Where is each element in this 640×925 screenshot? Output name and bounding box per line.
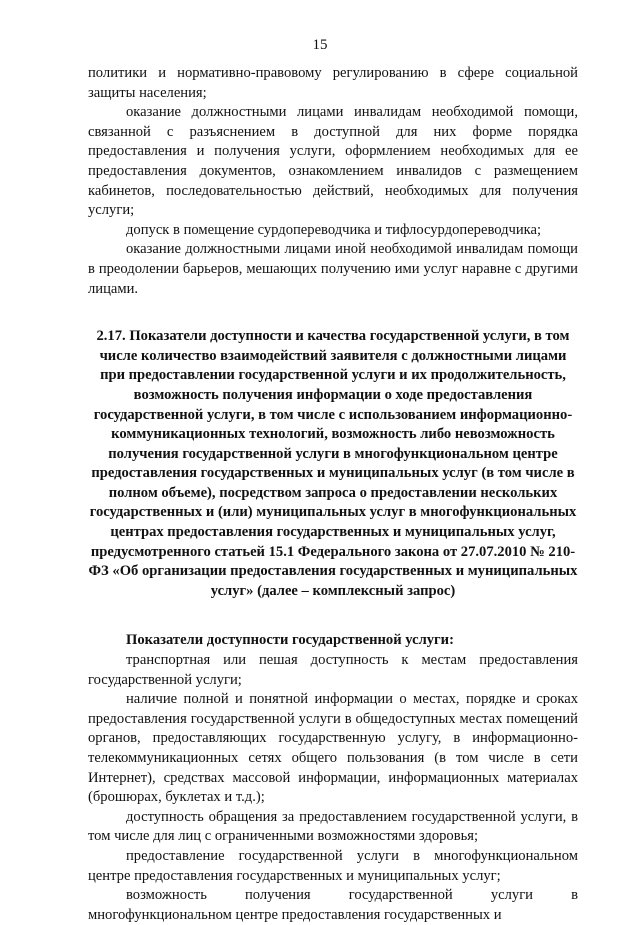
paragraph-possibility: возможность получения государственной услуги в многофункциональном центре предоставления государственных и: [88, 887, 578, 923]
paragraph-barriers: оказание должностными лицами иной необходимой инвалидам помощи в преодолении барьеров, мешающих получению ими услуг наравне с другими лицами.: [88, 241, 578, 297]
section-heading: 2.17. Показатели доступности и качества государственной услуги, в том числе количество взаимодействий заявителя с должностными лицами при предоставлении государственной услуги и их продолжительность, возможность получения информации о ходе предоставления государственной услуги, в том числе с использованием информационно-коммуникационных технологий, возможность либо невозможность получения государственной услуги в многофункциональном центре предоставления государственных и муниципальных услуг (в том числе в полном объеме), посредством запроса о предоставлении нескольких государственных и (или) муниципальных услуг в многофункциональных центрах предоставления государственных и муниципальных услуг, предусмотренного статьей 15.1 Федерального закона от 27.07.2010 № 210-ФЗ «Об организации предоставления государственных и муниципальных услуг» (далее – комплексный запрос): [88, 328, 578, 599]
document-body: [88, 64, 578, 925]
paragraph-mfc: предоставление государственной услуги в многофункциональном центре предоставления государственных и муниципальных услуг;: [88, 847, 578, 884]
paragraph-transport: транспортная или пешая доступность к местам предоставления государственной услуги;: [88, 652, 578, 688]
page-number: 15: [312, 37, 328, 53]
paragraph-assistance: оказание должностными лицами инвалидам необходимой помощи, связанной с разъяснением в доступной для них форме порядка предоставления и получения услуги, оформлением необходимых для ее предоставления документов, ознакомлением инвалидов с размещением кабинетов, последовательностью действий, необходимых для получения услуги;: [88, 104, 578, 219]
subheading: Показатели доступности государственной услуги:: [126, 632, 454, 649]
paragraph-continuation: политики и нормативно-правовому регулированию в сфере социальной защиты населения;: [88, 65, 578, 101]
paragraph-access: доступность обращения за предоставлением государственной услуги, в том числе для лиц с ограниченными возможностями здоровья;: [88, 808, 578, 845]
paragraph-information: наличие полной и понятной информации о местах, порядке и сроках предоставления государственной услуги в общедоступных местах помещений органов, предоставляющих государственную услугу, в информационно-телекоммуникационных сетях общего пользования (в том числе в сети Интернет), средствах массовой информации, информационных материалах (брошюрах, буклетах и т.д.);: [88, 691, 578, 806]
paragraph-interpreter: допуск в помещение сурдопереводчика и тифлосурдопереводчика;: [126, 221, 542, 238]
